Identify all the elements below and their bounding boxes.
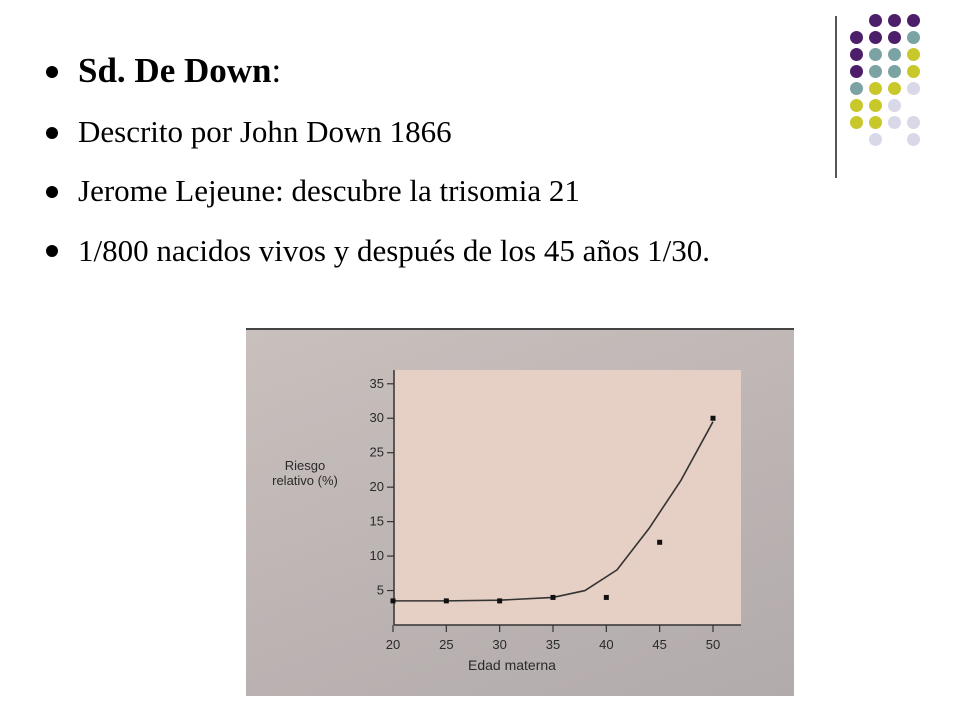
decorative-dot <box>888 65 901 78</box>
x-tick-label: 25 <box>439 637 454 652</box>
bullet-title <box>46 52 806 89</box>
y-tick-label: 5 <box>376 582 384 598</box>
y-tick-label: 10 <box>369 548 384 564</box>
decorative-dot <box>869 82 882 95</box>
bullet-item: Descrito por John Down 1866 <box>46 113 806 150</box>
data-point <box>604 595 609 600</box>
decorative-dot <box>907 48 920 61</box>
decorative-dot <box>869 31 882 44</box>
data-point <box>444 598 449 603</box>
decorative-dot <box>888 116 901 129</box>
decorative-dot <box>888 99 901 112</box>
decorative-dot <box>850 116 863 129</box>
decorative-dot <box>869 99 882 112</box>
decorative-dot <box>850 82 863 95</box>
decorative-dot <box>888 31 901 44</box>
decorative-dot <box>869 116 882 129</box>
decorative-dot <box>869 65 882 78</box>
x-tick-label: 35 <box>545 637 561 652</box>
x-tick-label: 30 <box>492 637 507 652</box>
bullet-item: 1/800 nacidos vivos y después de los 45 años 1/30. <box>46 231 806 271</box>
decorative-dot-grid <box>850 14 930 154</box>
x-tick-label: 45 <box>652 637 667 652</box>
data-point <box>551 595 556 600</box>
x-tick-label: 20 <box>385 637 401 652</box>
decorative-dot <box>888 14 901 27</box>
decorative-dot <box>907 133 920 146</box>
x-axis-label: Edad materna <box>468 657 556 673</box>
decorative-dot <box>850 31 863 44</box>
bullet-title-text: Sd. De Down <box>78 51 272 90</box>
decorative-dot <box>869 133 882 146</box>
data-point <box>391 598 396 603</box>
data-point <box>657 540 662 545</box>
decorative-dot <box>888 48 901 61</box>
decorative-dot <box>850 99 863 112</box>
chart-photo <box>246 328 794 696</box>
decorative-dot <box>907 31 920 44</box>
y-tick-label: 20 <box>369 479 384 495</box>
data-point <box>711 416 716 421</box>
decorative-dot <box>869 14 882 27</box>
data-point <box>497 598 502 603</box>
y-tick-label: 30 <box>369 410 384 426</box>
decorative-dot <box>907 65 920 78</box>
plot-area <box>394 370 741 625</box>
decorative-dot <box>850 48 863 61</box>
y-axis-label: Riesgo relativo (%) <box>272 458 338 488</box>
decorative-dot <box>888 82 901 95</box>
x-tick-label: 50 <box>705 637 721 652</box>
y-tick-label: 35 <box>369 375 384 391</box>
decorative-dot <box>907 116 920 129</box>
y-tick-label: 25 <box>369 444 384 460</box>
bullet-item: Jerome Lejeune: descubre la trisomia 21 <box>46 172 806 209</box>
y-tick-label: 15 <box>369 513 384 529</box>
decorative-dot <box>907 82 920 95</box>
bullet-title-colon: : <box>271 51 282 90</box>
risk-chart <box>246 330 794 696</box>
decorative-dot <box>869 48 882 61</box>
x-tick-label: 40 <box>599 637 614 652</box>
decorative-dot <box>850 65 863 78</box>
decorative-dot <box>907 14 920 27</box>
bullet-list <box>46 52 806 293</box>
decorative-divider <box>835 16 837 178</box>
